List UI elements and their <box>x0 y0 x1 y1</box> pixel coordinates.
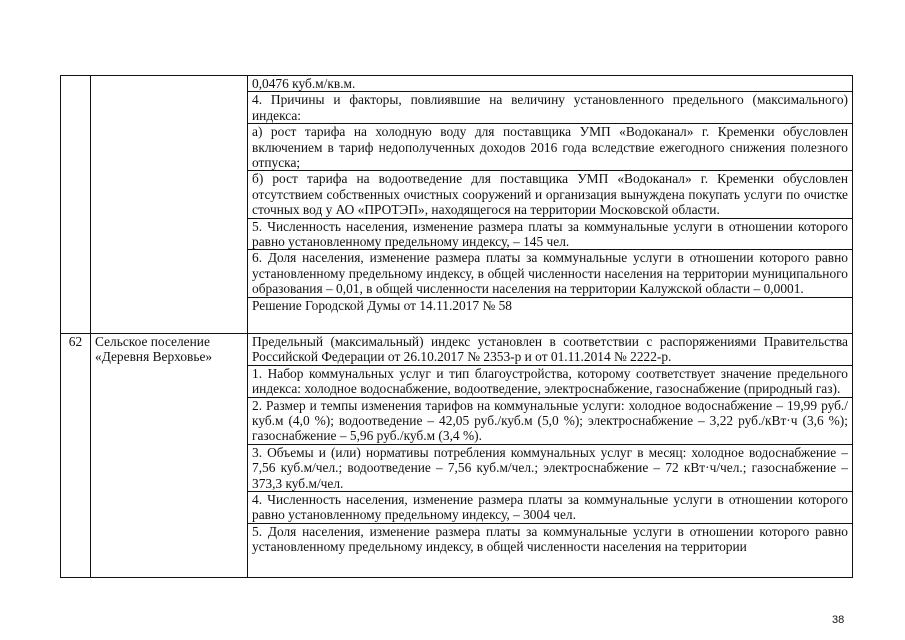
paragraph: 4. Численность населения, изменение размера платы за коммунальные услуги в отношении которого равно установленному предельному индексу, – 3004 чел. <box>248 491 852 523</box>
row-number-cell <box>61 76 91 334</box>
paragraph: 6. Доля населения, изменение размера платы за коммунальные услуги в отношении которого равно установленному предельному индексу, в общей численности населения на территории муниципального образования – 0,01, в общей численности населения на территории Калужской области – 0,0001. <box>248 249 852 296</box>
table-row <box>61 334 853 578</box>
row-number: 62 <box>61 334 91 578</box>
paragraph: 0,0476 куб.м/кв.м. <box>252 76 356 91</box>
page-number: 38 <box>832 614 845 626</box>
paragraph: 4. Причины и факторы, повлиявшие на величину установленного предельного (максимального) индекса: <box>248 91 852 123</box>
tariff-table <box>60 75 853 578</box>
paragraph: 3. Объемы и (или) нормативы потребления коммунальных услуг в месяц: холодное водоснабжение – 7,56 куб.м/чел.; водоотведение – 7,56 куб.м/чел.; электроснабжение – 72 кВт·ч/чел.; газоснабжение – 373,3 куб.м/чел. <box>248 444 852 491</box>
paragraph: 1. Набор коммунальных услуг и тип благоустройства, которому соответствует значение предельного индекса: холодное водоснабжение, водоотведение, электроснабжение, газоснабжение (природный газ). <box>248 365 852 397</box>
paragraph: а) рост тарифа на холодную воду для поставщика УМП «Водоканал» г. Кременки обусловлен включением в тариф недополученных доходов 2016 года вследствие ежегодного снижения полезного отпуска; <box>248 123 852 170</box>
paragraph: 2. Размер и темпы изменения тарифов на коммунальные услуги: холодное водоснабжение – 19,99 руб./куб.м (4,0 %); водоотведение – 42,05 руб./куб.м (5,0 %); электроснабжение – 3,22 руб./кВт·ч (3,6 %); газоснабжение – 5,96 руб./куб.м (3,4 %). <box>248 397 852 444</box>
paragraph: 5. Численность населения, изменение размера платы за коммунальные услуги в отношении которого равно установленному предельному индексу, – 145 чел. <box>248 218 852 250</box>
paragraph: 5. Доля населения, изменение размера платы за коммунальные услуги в отношении которого равно установленному предельному индексу, в общей численности населения на территории <box>248 523 852 555</box>
table-row <box>61 76 853 334</box>
row-text-cell <box>248 76 853 334</box>
paragraph: Решение Городской Думы от 14.11.2017 № 58 <box>248 297 852 313</box>
row-text-cell <box>248 334 853 578</box>
paragraph: Предельный (максимальный) индекс установлен в соответствии с распоряжениями Правительства Российской Федерации от 26.10.2017 № 2353-р и от 01.11.2014 № 2222-р. <box>252 334 848 365</box>
paragraph: б) рост тарифа на водоотведение для поставщика УМП «Водоканал» г. Кременки обусловлен отсутствием собственных очистных сооружений и организация вынуждена покупать услуги по очистке сточных вод у АО «ПРОТЭП», находящегося на территории Московской области. <box>248 170 852 217</box>
settlement-name: Сельское поселение «Деревня Верховье» <box>91 334 248 578</box>
row-name-cell <box>91 76 248 334</box>
